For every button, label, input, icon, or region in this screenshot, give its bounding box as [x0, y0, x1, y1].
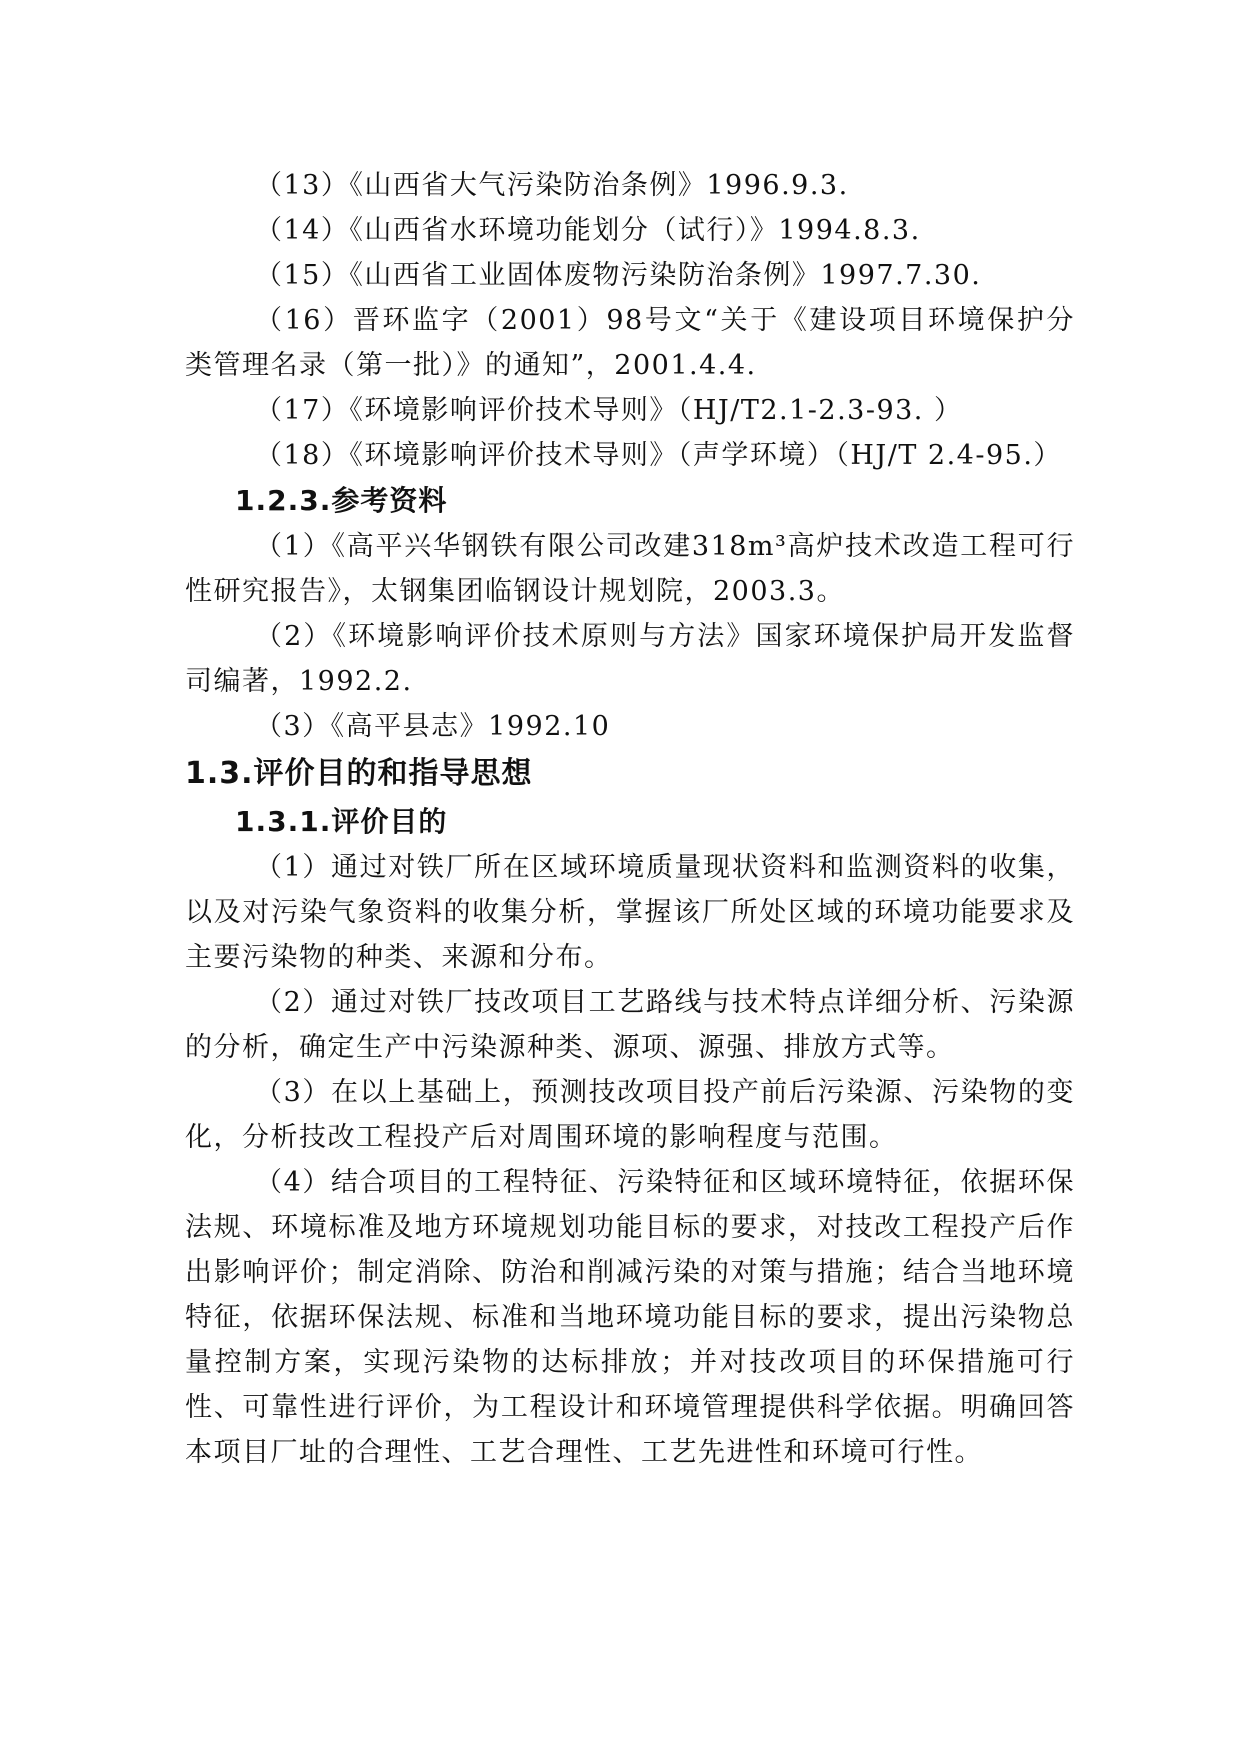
reference-material-1: （1）《高平兴华钢铁有限公司改建318m³高炉技术改造工程可行性研究报告》，太钢集团临钢设计规划院，2003.3。 — [185, 531, 1075, 607]
section-heading-1-3: 1.3.评价目的和指导思想 — [185, 756, 533, 791]
reference-item-16: （16）晋环监字（2001）98号文“关于《建设项目环境保护分类管理名录（第一批）》的通知”，2001.4.4. — [185, 305, 1075, 381]
purpose-paragraph-4: （4）结合项目的工程特征、污染特征和区域环境特征，依据环保法规、环境标准及地方环境规划功能目标的要求，对技改工程投产后作出影响评价；制定消除、防治和削减污染的对策与措施；结合当地环境特征，依据环保法规、标准和当地环境功能目标的要求，提出污染物总量控制方案，实现污染物的达标排放；并对技改项目的环保措施可行性、可靠性进行评价，为工程设计和环境管理提供科学依据。明确回答本项目厂址的合理性、工艺合理性、工艺先进性和环境可行性。 — [185, 1167, 1075, 1468]
reference-item-17: （17）《环境影响评价技术导则》（HJ/T2.1-2.3-93. ） — [255, 395, 963, 426]
reference-item-15: （15）《山西省工业固体废物污染防治条例》1997.7.30. — [255, 260, 982, 291]
purpose-paragraph-3: （3）在以上基础上，预测技改项目投产前后污染源、污染物的变化，分析技改工程投产后对周围环境的影响程度与范围。 — [185, 1077, 1075, 1153]
purpose-paragraph-1: （1）通过对铁厂所在区域环境质量现状资料和监测资料的收集，以及对污染气象资料的收集分析，掌握该厂所处区域的环境功能要求及主要污染物的种类、来源和分布。 — [185, 852, 1075, 973]
reference-material-3: （3）《高平县志》1992.10 — [255, 711, 611, 742]
section-heading-1-2-3: 1.2.3.参考资料 — [235, 484, 448, 517]
reference-item-14: （14）《山西省水环境功能划分（试行）》1994.8.3. — [255, 215, 921, 246]
document-body — [185, 163, 1075, 1475]
reference-item-18: （18）《环境影响评价技术导则》（声学环境）（HJ/T 2.4-95.） — [255, 440, 1062, 471]
reference-material-2: （2）《环境影响评价技术原则与方法》国家环境保护局开发监督司编著，1992.2. — [185, 621, 1075, 697]
reference-item-13: （13）《山西省大气污染防治条例》1996.9.3. — [255, 170, 849, 201]
purpose-paragraph-2: （2）通过对铁厂技改项目工艺路线与技术特点详细分析、污染源的分析，确定生产中污染源种类、源项、源强、排放方式等。 — [185, 987, 1075, 1063]
section-heading-1-3-1: 1.3.1.评价目的 — [235, 805, 448, 838]
